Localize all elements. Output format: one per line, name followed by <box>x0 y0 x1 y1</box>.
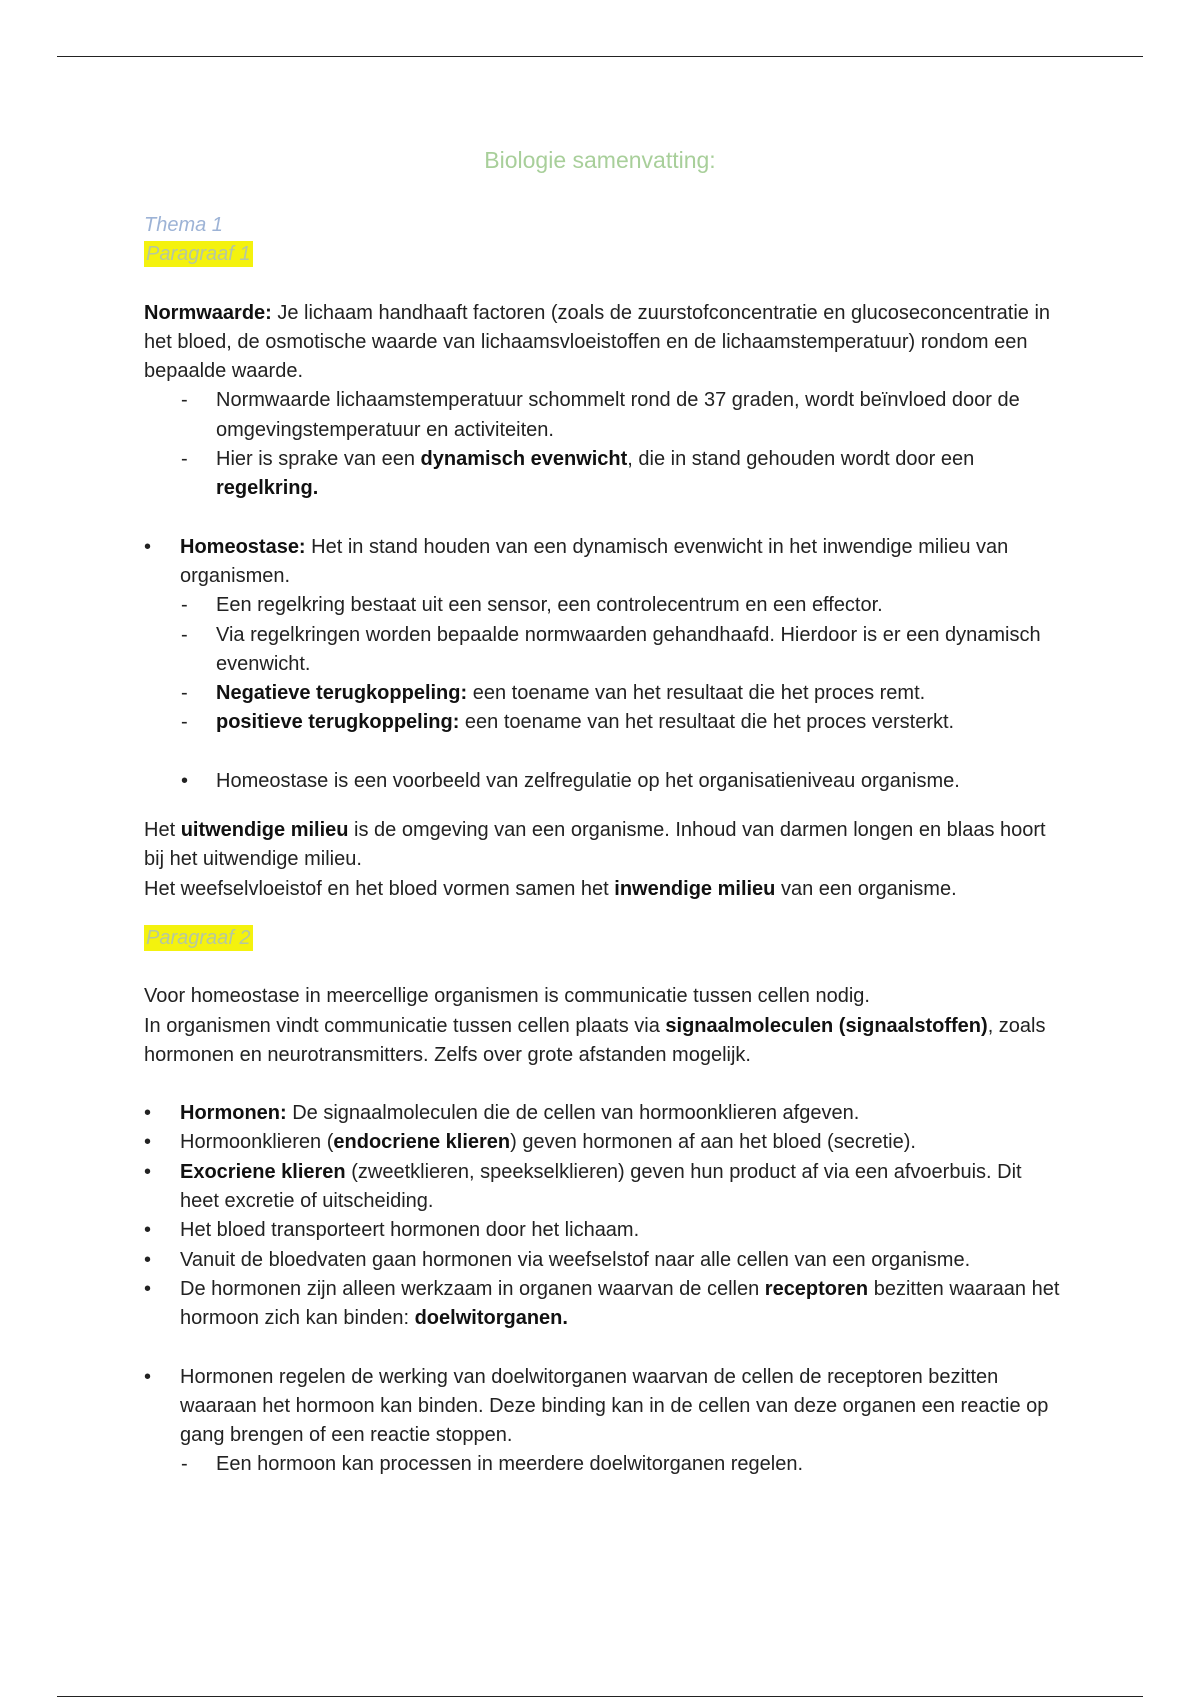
normwaarde-paragraph: Normwaarde: Je lichaam handhaaft factoren (zoals de zuurstofconcentratie en glucoseconcentratie in het bloed, de osmotische waarde van lichaamsvloeistoffen en de lichaamstemperatuur) rondom een bepaalde waarde. <box>144 301 1051 383</box>
top-rule <box>57 56 1143 57</box>
hormonen-list <box>144 1099 1064 1333</box>
list-item: • Het bloed transporteert hormonen door het lichaam. <box>144 1216 1064 1245</box>
page-title: Biologie samenvatting: <box>484 147 716 173</box>
list-item: - Een hormoon kan processen in meerdere doelwitorganen regelen. <box>144 1450 1064 1479</box>
list-item: - Normwaarde lichaamstemperatuur schommelt rond de 37 graden, wordt beïnvloed door de omgevingstemperatuur en activiteiten. <box>144 386 1064 445</box>
list-item: • Hormoonklieren (endocriene klieren) geven hormonen af aan het bloed (secretie). <box>144 1128 1064 1157</box>
hormonen-werking-sublist <box>144 1450 1064 1479</box>
uitwendig-milieu-paragraph: Het uitwendige milieu is de omgeving van een organisme. Inhoud van darmen longen en blaas hoort bij het uitwendige milieu. <box>144 819 1046 871</box>
list-item: - Een regelkring bestaat uit een sensor, een controlecentrum en een effector. <box>144 591 1064 620</box>
list-item: • Vanuit de bloedvaten gaan hormonen via weefselstof naar alle cellen van een organisme. <box>144 1246 1064 1275</box>
list-item: • Exocriene klieren (zweetklieren, speekselklieren) geven hun product af via een afvoerbuis. Dit heet excretie of uitscheiding. <box>144 1158 1064 1217</box>
homeostase-list <box>144 533 1064 592</box>
paragraaf-2-heading: Paragraaf 2 <box>146 926 251 949</box>
list-item: - Hier is sprake van een dynamisch evenwicht, die in stand gehouden wordt door een regelkring. <box>144 445 1064 504</box>
homeostase-note-list <box>144 767 1064 796</box>
list-item: - Via regelkringen worden bepaalde normwaarden gehandhaafd. Hierdoor is er een dynamisch evenwicht. <box>144 621 1064 680</box>
paragraaf-1-heading: Paragraaf 1 <box>146 243 251 266</box>
list-item: - positieve terugkoppeling: een toename van het resultaat die het proces versterkt. <box>144 708 1064 737</box>
list-item: • Homeostase is een voorbeeld van zelfregulatie op het organisatieniveau organisme. <box>144 767 1064 796</box>
homeostase-sublist <box>144 591 1064 737</box>
list-item: • Hormonen: De signaalmoleculen die de cellen van hormoonklieren afgeven. <box>144 1099 1064 1128</box>
intro-line-2: In organismen vindt communicatie tussen cellen plaats via signaalmoleculen (signaalstoffen), zoals hormonen en neurotransmitters. Zelfs over grote afstanden mogelijk. <box>144 1014 1046 1066</box>
hormonen-werking-list <box>144 1363 1064 1451</box>
list-item: • Homeostase: Het in stand houden van een dynamisch evenwicht in het inwendige milieu van organismen. <box>144 533 1064 592</box>
normwaarde-list <box>144 386 1064 503</box>
list-item: • De hormonen zijn alleen werkzaam in organen waarvan de cellen receptoren bezitten waaraan het hormoon zich kan binden: doelwitorganen. <box>144 1275 1064 1334</box>
document-body <box>144 211 1064 1480</box>
bottom-rule <box>57 1696 1143 1697</box>
thema-heading: Thema 1 <box>144 214 223 236</box>
list-item: • Hormonen regelen de werking van doelwitorganen waarvan de cellen de receptoren bezitten waaraan het hormoon kan binden. Deze binding kan in de cellen van deze organen een reactie op gang brengen of een reactie stoppen. <box>144 1363 1064 1451</box>
intro-line-1: Voor homeostase in meercellige organismen is communicatie tussen cellen nodig. <box>144 985 870 1008</box>
list-item: - Negatieve terugkoppeling: een toename van het resultaat die het proces remt. <box>144 679 1064 708</box>
inwendig-milieu-paragraph: Het weefselvloeistof en het bloed vormen samen het inwendige milieu van een organisme. <box>144 877 957 900</box>
